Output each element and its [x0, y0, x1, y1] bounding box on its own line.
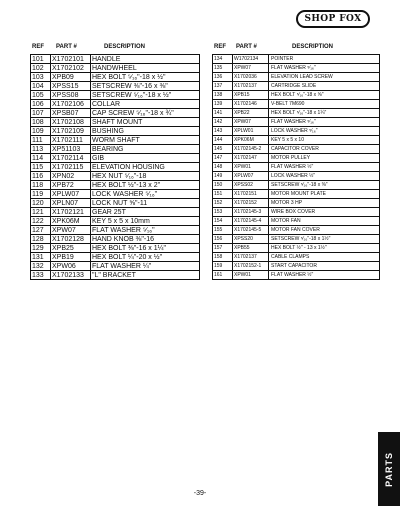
part-description: FLAT WASHER ⁵⁄₁₆" [268, 118, 379, 126]
part-ref: 131 [32, 253, 44, 261]
part-number: XP51103 [50, 145, 90, 153]
part-ref: 139 [214, 100, 223, 107]
part-description: "L" BRACKET [90, 271, 199, 279]
table-row [213, 154, 379, 163]
part-ref: 134 [214, 55, 223, 62]
part-ref: 161 [214, 271, 223, 278]
part-number: XPK06M [232, 136, 268, 144]
part-description: LOCK WASHER ⁵⁄₁₆" [268, 127, 379, 135]
part-ref: 158 [214, 253, 223, 260]
part-ref: 155 [214, 226, 223, 233]
part-description: LOCK NUT ⅝"-11 [90, 199, 199, 207]
part-description: FLAT WASHER ⁵⁄₁₆" [90, 226, 199, 234]
part-description: HANDLE [90, 55, 199, 63]
part-ref: 113 [32, 145, 44, 153]
part-description: START CAPACITOR [268, 262, 379, 270]
part-description: WORM SHAFT [90, 136, 199, 144]
part-description: SETSCREW ⅜"-16 x ⅜" [90, 82, 199, 90]
part-description: MOTOR FAN [268, 217, 379, 225]
table-row [213, 91, 379, 100]
part-number: X1702137 [232, 253, 268, 261]
part-number: X1702114 [50, 154, 90, 162]
part-number: XPSB07 [50, 109, 90, 117]
part-description: CARTRIDGE SLIDE [268, 82, 379, 90]
column-header-ref: REF [214, 44, 226, 50]
part-number: XPK06M [50, 217, 90, 225]
part-ref: 148 [214, 163, 223, 170]
part-number: X1702137 [232, 82, 268, 90]
part-description: HEX BOLT ¼"-20 x ½" [90, 253, 199, 261]
part-description: CABLE CLAMPS [268, 253, 379, 261]
part-ref: 127 [32, 226, 44, 234]
part-description: ELEVATION HOUSING [90, 163, 199, 171]
part-description: KEY 5 x 5 x 10 [268, 136, 379, 144]
part-description: CAP SCREW ⁵⁄₁₆"-18 x ¾" [90, 109, 199, 117]
part-description: MOTOR FAN COVER [268, 226, 379, 234]
column-header-part: PART # [236, 44, 257, 50]
part-ref: 142 [214, 118, 223, 125]
part-ref: 104 [32, 82, 44, 90]
table-row [213, 190, 379, 199]
part-number: X1702102 [50, 64, 90, 72]
table-row [213, 253, 379, 262]
part-number: X1702147 [232, 154, 268, 162]
part-number: X1702106 [50, 100, 90, 108]
table-row [213, 136, 379, 145]
parts-table-right [212, 42, 380, 280]
part-number: XPW06 [50, 262, 90, 270]
part-ref: 133 [32, 271, 44, 279]
part-ref: 105 [32, 91, 44, 99]
column-header-ref: REF [32, 44, 44, 50]
part-ref: 102 [32, 64, 44, 72]
part-number: X1702111 [50, 136, 90, 144]
part-number: XPB25 [50, 244, 90, 252]
part-description: SETSCREW ⁵⁄₁₆"-18 x ⅜" [268, 181, 379, 189]
part-ref: 152 [214, 199, 223, 206]
column-header-part: PART # [56, 44, 77, 50]
part-ref: 118 [32, 181, 44, 189]
part-number: XPW01 [232, 163, 268, 171]
part-ref: 107 [32, 109, 44, 117]
table-row [31, 154, 199, 163]
table-row [31, 100, 199, 109]
part-number: X1702101 [50, 55, 90, 63]
part-number: X1702133 [50, 271, 90, 279]
parts-rows-left [30, 54, 200, 280]
table-row [213, 199, 379, 208]
part-description: HANDWHEEL [90, 64, 199, 72]
part-number: XPSS15 [50, 82, 90, 90]
part-description: HEX BOLT ½" - 13 x 1½" [268, 244, 379, 252]
table-row [213, 244, 379, 253]
part-ref: 106 [32, 100, 44, 108]
part-ref: 128 [32, 235, 44, 243]
part-description: V-BELT 7M690 [268, 100, 379, 108]
part-description: ELEVATION LEAD SCREW [268, 73, 379, 81]
part-description: MOTOR MOUNT PLATE [268, 190, 379, 198]
part-description: HEX NUT ⁵⁄₁₆"-18 [90, 172, 199, 180]
part-ref: 135 [214, 64, 223, 71]
part-number: X1702145-4 [232, 217, 268, 225]
part-ref: 103 [32, 73, 44, 81]
parts-tab-label: PARTS [384, 451, 394, 487]
table-row [31, 145, 199, 154]
table-row [31, 181, 199, 190]
table-row [213, 109, 379, 118]
part-number: XPB72 [50, 181, 90, 189]
part-ref: 138 [214, 91, 223, 98]
part-description: WIRE BOX COVER [268, 208, 379, 216]
part-number: XPB19 [50, 253, 90, 261]
part-number: XPB15 [232, 91, 268, 99]
table-row [213, 235, 379, 244]
part-ref: 153 [214, 208, 223, 215]
column-headers-left [30, 42, 200, 52]
part-ref: 150 [214, 181, 223, 188]
table-row [31, 217, 199, 226]
part-number: XPW01 [232, 271, 268, 279]
part-description: FLAT WASHER ⁵⁄₁₆" [268, 64, 379, 72]
table-row [31, 244, 199, 253]
table-row [31, 91, 199, 100]
part-ref: 109 [32, 127, 44, 135]
part-description: FLAT WASHER ¼" [90, 262, 199, 270]
part-number: X1702146 [232, 100, 268, 108]
part-number: XPLW07 [50, 190, 90, 198]
page-number: -39- [193, 490, 207, 497]
logo-text: SHOP FOX [304, 14, 362, 24]
part-description: HEX BOLT ⁵⁄₁₆"-18 x 1¼" [268, 109, 379, 117]
part-ref: 143 [214, 127, 223, 134]
part-description: FLAT WASHER ½" [268, 271, 379, 279]
part-description: HEX BOLT ⁵⁄₁₆"-18 x ⅝" [268, 91, 379, 99]
part-number: X1702115 [50, 163, 90, 171]
column-header-description: DESCRIPTION [292, 44, 334, 50]
part-description: MOTOR PULLEY [268, 154, 379, 162]
part-ref: 154 [214, 217, 223, 224]
part-description: SETSCREW ⁵⁄₁₆"-18 x ½" [90, 91, 199, 99]
part-ref: 119 [32, 190, 44, 198]
part-number: W1702134 [232, 55, 268, 63]
part-description: SETSCREW ⁵⁄₁₆"-18 x 1½" [268, 235, 379, 243]
part-ref: 136 [214, 73, 223, 80]
part-ref: 144 [214, 136, 223, 143]
table-row [213, 226, 379, 235]
part-number: X1702145-2 [232, 145, 268, 153]
parts-table-left [30, 42, 200, 280]
part-ref: 137 [214, 82, 223, 89]
part-ref: 121 [32, 208, 44, 216]
part-ref: 141 [214, 109, 223, 116]
part-ref: 157 [214, 244, 223, 251]
part-ref: 114 [32, 154, 44, 162]
part-number: XPLW07 [232, 172, 268, 180]
part-ref: 108 [32, 118, 44, 126]
table-row [31, 199, 199, 208]
part-number: XPSS02 [232, 181, 268, 189]
table-row [213, 82, 379, 91]
part-ref: 147 [214, 154, 223, 161]
table-row [213, 118, 379, 127]
part-description: COLLAR [90, 100, 199, 108]
table-row [31, 226, 199, 235]
part-description: MOTOR 3 HP [268, 199, 379, 207]
part-ref: 129 [32, 244, 44, 252]
part-description: HEX BOLT ½"-13 x 2" [90, 181, 199, 189]
part-number: X1702145-5 [232, 226, 268, 234]
table-row [213, 262, 379, 271]
part-number: XPW07 [232, 118, 268, 126]
part-description: CAPACITOR COVER [268, 145, 379, 153]
table-row [31, 82, 199, 91]
table-row [213, 217, 379, 226]
part-description: LOCK WASHER ⁵⁄₁₆" [90, 190, 199, 198]
part-description: LOCK WASHER ½" [268, 172, 379, 180]
part-description: FLAT WASHER ½" [268, 163, 379, 171]
part-ref: 120 [32, 199, 44, 207]
part-number: XPB22 [232, 109, 268, 117]
part-number: X1702145-3 [232, 208, 268, 216]
table-row [213, 100, 379, 109]
table-row [31, 55, 199, 64]
part-description: SHAFT MOUNT [90, 118, 199, 126]
part-ref: 156 [214, 235, 223, 242]
table-row [31, 235, 199, 244]
part-number: X1702121 [50, 208, 90, 216]
table-row [31, 208, 199, 217]
table-row [213, 55, 379, 64]
table-row [31, 172, 199, 181]
part-number: XPLN07 [50, 199, 90, 207]
part-number: XPW07 [50, 226, 90, 234]
part-description: HAND KNOB ⅜"-16 [90, 235, 199, 243]
part-number: X1702036 [232, 73, 268, 81]
table-row [31, 253, 199, 262]
part-number: X1702108 [50, 118, 90, 126]
part-number: X1702151 [232, 190, 268, 198]
parts-section-tab [378, 432, 400, 506]
column-headers-right [212, 42, 380, 52]
table-row [213, 163, 379, 172]
part-ref: 122 [32, 217, 44, 225]
part-ref: 145 [214, 145, 223, 152]
table-row [31, 163, 199, 172]
part-number: XPSS20 [232, 235, 268, 243]
part-description: HEX BOLT ⁵⁄₁₆"-18 x ½" [90, 73, 199, 81]
part-description: HEX BOLT ⅜"-16 x 1¼" [90, 244, 199, 252]
parts-rows-right [212, 54, 380, 280]
part-ref: 115 [32, 163, 44, 171]
table-row [213, 73, 379, 82]
table-row [31, 127, 199, 136]
part-description: GIB [90, 154, 199, 162]
part-number: X1702128 [50, 235, 90, 243]
table-row [213, 208, 379, 217]
part-description: BEARING [90, 145, 199, 153]
table-row [213, 127, 379, 136]
table-row [213, 271, 379, 279]
part-number: XPW07 [232, 64, 268, 72]
part-number: XPSS08 [50, 91, 90, 99]
part-description: POINTER [268, 55, 379, 63]
column-header-description: DESCRIPTION [104, 44, 146, 50]
table-row [31, 190, 199, 199]
table-row [31, 64, 199, 73]
table-row [213, 172, 379, 181]
table-row [31, 118, 199, 127]
part-ref: 116 [32, 172, 44, 180]
table-row [31, 109, 199, 118]
part-ref: 149 [214, 172, 223, 179]
table-row [213, 64, 379, 73]
part-number: XPB55 [232, 244, 268, 252]
part-ref: 159 [214, 262, 223, 269]
part-number: X1702152-1 [232, 262, 268, 270]
part-description: KEY 5 x 5 x 10mm [90, 217, 199, 225]
part-number: X1702109 [50, 127, 90, 135]
part-description: BUSHING [90, 127, 199, 135]
table-row [31, 73, 199, 82]
part-description: GEAR 25T [90, 208, 199, 216]
part-ref: 101 [32, 55, 44, 63]
part-number: XPN02 [50, 172, 90, 180]
part-ref: 151 [214, 190, 223, 197]
shop-fox-logo [296, 10, 370, 28]
part-number: XPB09 [50, 73, 90, 81]
table-row [213, 145, 379, 154]
part-number: X1702152 [232, 199, 268, 207]
part-ref: 111 [32, 136, 43, 144]
table-row [31, 271, 199, 279]
part-ref: 132 [32, 262, 44, 270]
table-row [213, 181, 379, 190]
part-number: XPLW01 [232, 127, 268, 135]
table-row [31, 136, 199, 145]
table-row [31, 262, 199, 271]
